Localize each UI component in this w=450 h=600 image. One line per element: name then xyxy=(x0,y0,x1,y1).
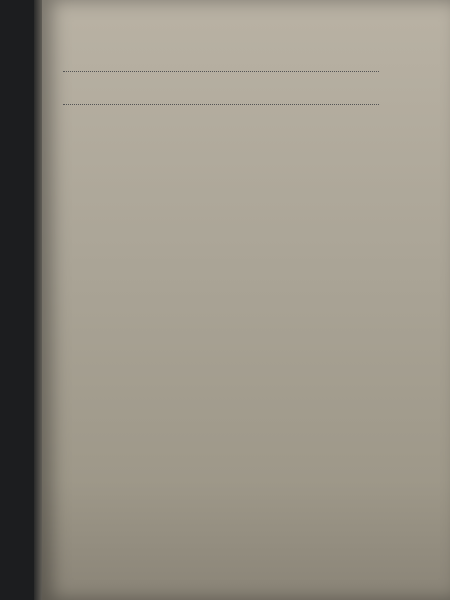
dot-leader xyxy=(63,104,379,105)
dot-leader xyxy=(63,71,379,72)
section3-title-line2-row xyxy=(60,65,382,75)
table-of-contents xyxy=(60,42,382,114)
section3-heading xyxy=(60,52,382,63)
section4-heading xyxy=(60,85,382,96)
bazar-logo xyxy=(346,552,444,592)
section4-title-line2-row xyxy=(60,98,382,108)
